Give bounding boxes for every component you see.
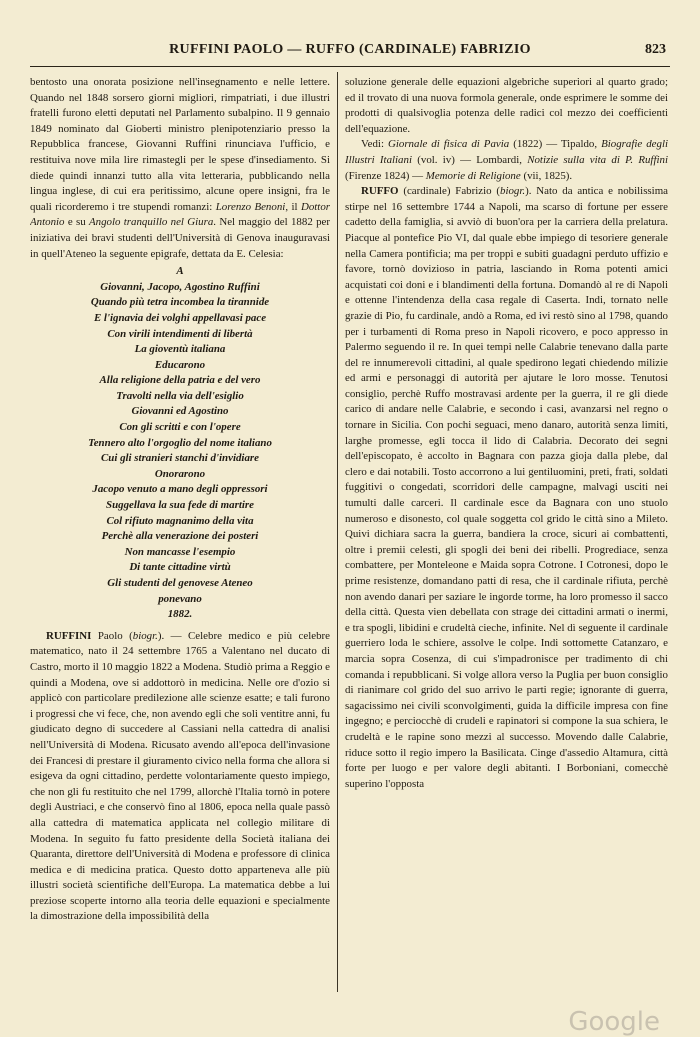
google-watermark: Google (568, 1007, 660, 1037)
epigraph-line: Col rifiuto magnanimo della vita (106, 514, 254, 527)
epigraph-line: Travolti nella via dell'esiglio (116, 389, 244, 402)
column-divider (337, 72, 338, 992)
running-header (30, 38, 670, 67)
epigraph-line: ponevano (158, 592, 202, 605)
epigraph-line: Di tante cittadine virtù (129, 561, 231, 574)
epigraph-line: Quando più tetra incombea la tirannide (90, 296, 270, 309)
epigraph-line: Con gli scritti e con l'opere (119, 421, 241, 434)
paragraph-ruffini-paolo-continued: soluzione generale delle equazioni algebriche superiori al quarto grado; ed il trovato di una nuova formola generale, onde esprimere le somme dei prodotti di qualsivoglia potenza delle radici col mezzo dei coefficienti dell'equazione. (345, 76, 668, 135)
epigraph-line: Con virili intendimenti di libertà (107, 327, 253, 340)
epigraph-line: E l'ignavia dei volghi appellavasi pace (93, 311, 267, 324)
epigraph-line: A (176, 265, 184, 278)
epigraph-line: Non mancasse l'esempio (124, 545, 236, 558)
references-paragraph: Vedi: Giornale di fisica di Pavia (1822) — Tipaldo, Biografie degli Illustri Italiani (vol. iv) — Lombardi, Notizie sulla vita di P. Ruffini (Firenze 1824) — Memorie di Religione (vii, 1825). (345, 138, 668, 182)
epigraph-line: Educarono (154, 358, 206, 371)
epigraph-line: Giovanni, Jacopo, Agostino Ruffini (100, 280, 260, 293)
entry-ruffo-fabrizio: RUFFO (cardinale) Fabrizio (biogr.). Nato da antica e nobilissima stirpe nel 16 settembre 1744 a Napoli, ma scarso di fortune per essere cadetto della famiglia, si avviò di buon'ora per la carriera della prelatura. Piacque al pontefice Pio VI, dal quale ebbe impiego di tesoriere generale nella Camera pontificia; ma per troppi e subiti guadagni perduto uffizio e favore, tornò dovizioso in patria, lasciando in Roma potenti amici acquistati coi doni e i blandimenti della fortuna. Domandò al re di Napoli e ottenne l'intendenza della casa regale di Caserta. Indi, tornato nelle grazie di Pio, fu cardinale, andò a Roma, ed ivi restò sino al 1798, quando per i turbamenti di Roma preso in Napoli ricovero, e poco appresso in Palermo seguendo il re. In quei tempi nelle Calabrie tenevano dalla parte del re innumerevoli cittadini, al quale spedirono legati chiedendo milizie ed armi e personaggi di autorità per ajutare le loro mosse. Tenutosi consiglio, perchè Ruffo mostravasi ardente per la guerra, il re gli diede carico di andare nelle Calabrie, e secondo i casi, avanzarsi nel regno o tornare in Sicilia. Con pochi seguaci, meno danaro, autorità senza limiti, larghe promesse, egli tocca il lido di Calabria. Decorato dei segni dell'episcopato, è accolto in Bagnara con pazza gioja dalla plebe, dal clero e dai notabili. Tosto accorrono a lui gentiluomini, preti, frati, soldati fuggitivi o congedati, scorridori delle campagne, malvagi usciti nei tumulti dalle carceri. Il cardinale esce da Bagnara con uno stuolo numeroso e disonesto, col quale soggetta col grido le città sino a Mileto. Quivi dichiara sacra la guerra, bandiera la croce, sicuri ai combattenti, oltre i premii celesti, gli spogli dei beni dei ribelli. Progrediace, senza combattere, per Monteleone e Maida sopra Cotrone. I Cotronesi, dopo le prime resistenze, domandano patti di resa, che il cardinale rifiuta, perchè non avendo danari per saziare le ingorde torme, ha loro promesso il sacco della città. Questa vien debellata con strage dei cittadini armati o inermi, e tra spogli, libidini e crudeltà cieche, infinite. Nel dì seguente il cardinale guerriero loda le schiere, assolve le colpe. Indi sottomette Catanzaro, e marcia sopra Cosenza, di cui s'impadronisce per tradimento di chi comanda i repubblicani. Si volge allora verso la Puglia per buon consiglio di rianimare col grido del suo arrivo le parti regie; ignorante di guerra, sagacissimo nei civili sconvolgimenti, guida la difficile impresa con fine ingegno; e perciocchè di crudeli e rapinatori si compone la sua schiera, le crudeltà e le rapine sono mezzi al successo. Movendo dalle Calabrie, riduce sotto il regio impero la Basilicata. Cinge d'assedio Altamura, città forte per luogo e per valore degli abitanti. I Borboniani, comecchè superino l'opposta (345, 185, 668, 790)
page-number: 823 (645, 42, 666, 57)
header-title: RUFFINI PAOLO — RUFFO (CARDINALE) FABRIZIO (169, 42, 531, 57)
epigraph-line: Cui gli stranieri stanchi d'invidiare (101, 452, 259, 465)
epigraph-line: 1882. (167, 608, 193, 621)
right-column (345, 75, 668, 990)
entry-ruffini-paolo: RUFFINI Paolo (biogr.). — Celebre medico e più celebre matematico, nato il 24 settembre 1765 a Valentano nel ducato di Castro, morto il 10 maggio 1822 a Modena. Studiò prima a Reggio e quindi a Modena, ove si addottorò in medicina. Nelle ore d'ozio si applicò con particolare predilezione alle scienze esatte; e tali furono i progressi che vi fece, che, non avendo egli che soli ventitre anni, fu giudicato degno di succedere al Cassiani nella cattedra di analisi nell'Università di Modena. Ricusato avendo all'epoca dell'invasione dei Francesi di prestare il giuramento civico nella forma che allora si esigeva da ogni cittadino, perdette volontariamente questo impiego, che non gli fu restituito che nel 1799, allorchè l'Italia tornò in potere degli Austriaci, e che conservò fino al 1806, epoca nella quale passò alla cattedra di matematica applicata nel collegio militare di Modena. In seguito fu fatto presidente della Società italiana dei Quaranta, direttore dell'Università di Modena e professore di clinica medica e di medicina pratica. Questo dotto apparteneva alle più illustri società scientifiche dell'Europa. La matematica debbe a lui preziose scoperte intorno alla teoria delle equazioni e specialmente la dimostrazione della impossibilità della (30, 629, 330, 923)
epigraph-line: Alla religione della patria e del vero (99, 374, 261, 387)
epigraph-line: Suggellava la sua fede di martire (106, 499, 254, 512)
left-column (30, 75, 330, 990)
epigraph-line: Jacopo venuto a mano degli oppressori (92, 483, 268, 496)
epigraph-line: Giovanni ed Agostino (131, 405, 229, 418)
epigraph-line: Tennero alto l'orgoglio del nome italiano (88, 436, 272, 449)
epigraph-line: Perchè alla venerazione dei posteri (101, 530, 259, 543)
epigraph-line: Onorarono (154, 467, 206, 480)
epigraph-line: La gioventù italiana (134, 343, 226, 356)
epigraph (30, 264, 330, 623)
epigraph-line: Gli studenti del genovese Ateneo (107, 577, 253, 589)
entry-headword: RUFFINI (46, 629, 92, 642)
paragraph-ruffini-giovanni-continued: bentosto una onorata posizione nell'insegnamento e nelle lettere. Quando nel 1848 sorsero giorni migliori, rimpatriati, i due illustri fratelli furono eletti deputati nel Parlamento subalpino. Il 9 gennaio 1849 nominato dal Gioberti ministro plenipotenziario presso la Repubblica francese, Giovanni Ruffini rinunciava l'ufficio, e restituiva nove mila lire rimastegli per le spese d'insediamento. Si diede quindi innanzi tutto alla vita letteraria, pubblicando nella lingua inglese, di cui era peritissimo, alcune opere insigni, fra le quali ricorderemo i tre stupendi romanzi: Lorenzo Benoni, il Dottor Antonio e su Angolo tranquillo nel Giura. Nel maggio del 1882 per iniziativa dei bravi studenti dell'Università di Genova inauguravasi in quell'Ateneo la seguente epigrafe, dettata da E. Celesia: (30, 76, 330, 260)
entry-headword: RUFFO (361, 185, 399, 198)
